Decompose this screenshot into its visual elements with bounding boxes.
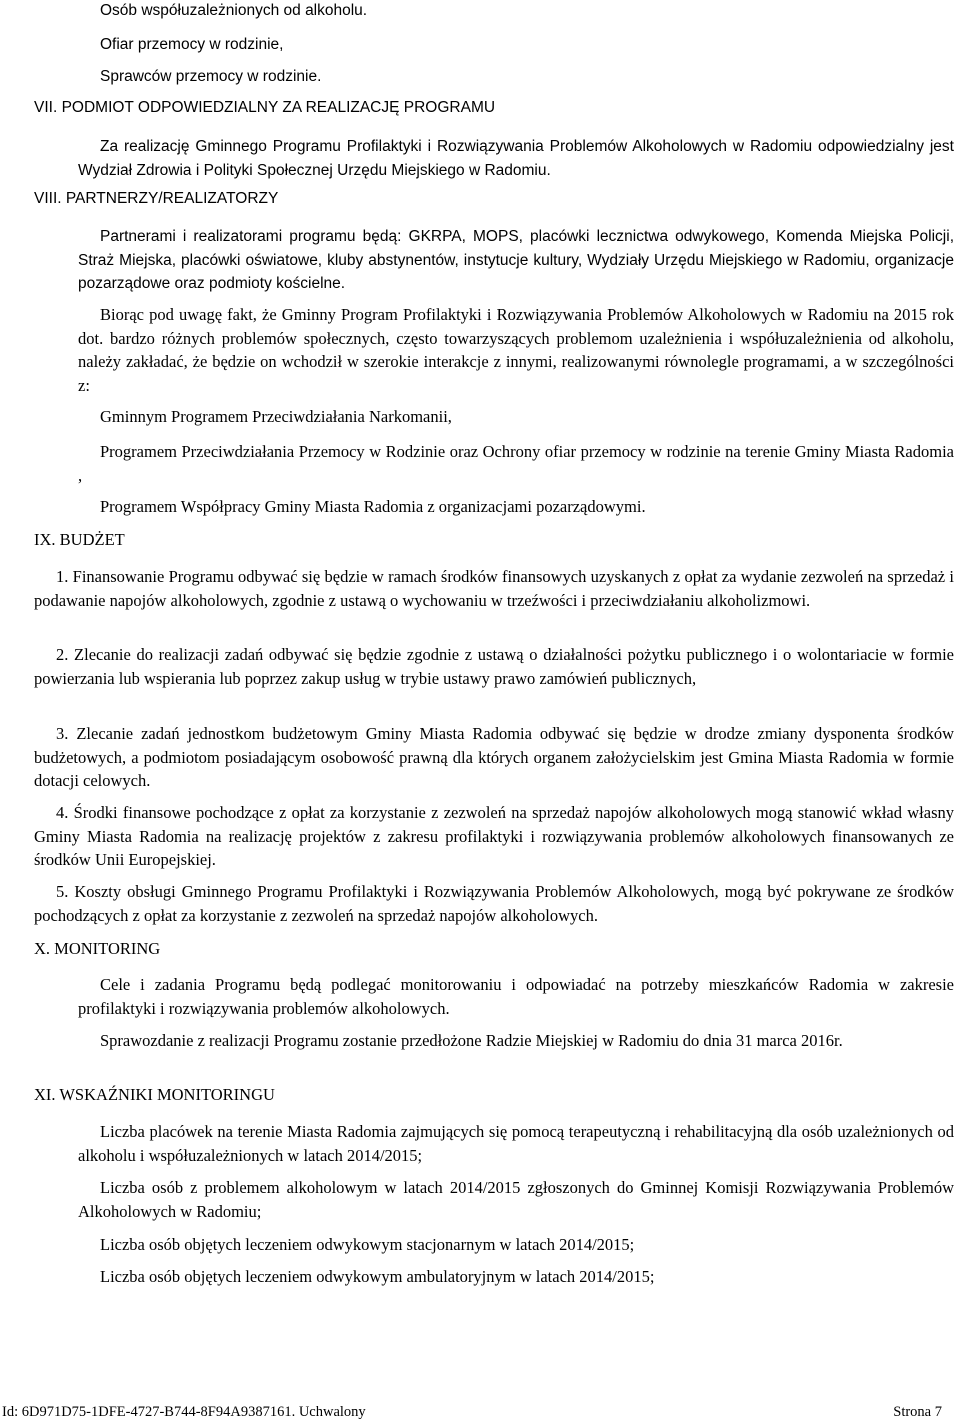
list-item: Gminnym Programem Przeciwdziałania Narkomanii, [100, 407, 452, 426]
section-heading: XI. WSKAŹNIKI MONITORINGU [34, 1085, 275, 1104]
section-heading: X. MONITORING [34, 939, 161, 958]
paragraph: 2. Zlecanie do realizacji zadań odbywać się będzie zgodnie z ustawą o działalności pożytku publicznego i o wolontariacie w formie powierzania lub wspierania lub poprzez zakup usług w trybie ustawy prawo zamówień publicznych, [34, 645, 954, 688]
list-item: Liczba osób z problemem alkoholowym w latach 2014/2015 zgłoszonych do Gminnej Komisji Rozwiązywania Problemów Alkoholowych w Radomiu; [78, 1178, 954, 1221]
list-item: Sprawców przemocy w rodzinie. [100, 68, 322, 85]
paragraph: 4. Środki finansowe pochodzące z opłat za korzystanie z zezwoleń na sprzedaż napojów alkoholowych mogą stanowić wkład własny Gminy Miasta Radomia na realizację projektów z zakresu profilaktyki i rozwiązywania problemów alkoholowych finansowanych ze środków Unii Europejskiej. [34, 803, 954, 869]
list-item: Programem Przeciwdziałania Przemocy w Rodzinie oraz Ochrony ofiar przemocy w rodzinie na terenie Gminy Miasta Radomia , [78, 442, 954, 485]
paragraph: Cele i zadania Programu będą podlegać monitorowaniu i odpowiadać na potrzeby mieszkańców Radomia w zakresie profilaktyki i rozwiązywania problemów alkoholowych. [78, 975, 954, 1018]
list-item: Liczba placówek na terenie Miasta Radomia zajmujących się pomocą terapeutyczną i rehabilitacyjną dla osób uzależnionych od alkoholu i współuzależnionych w latach 2014/2015; [78, 1122, 954, 1165]
list-item: Liczba osób objętych leczeniem odwykowym ambulatoryjnym w latach 2014/2015; [100, 1267, 655, 1286]
paragraph: Sprawozdanie z realizacji Programu zostanie przedłożone Radzie Miejskiej w Radomiu do dnia 31 marca 2016r. [100, 1031, 843, 1050]
paragraph: 3. Zlecanie zadań jednostkom budżetowym Gminy Miasta Radomia odbywać się będzie w drodze zmiany dysponenta środków budżetowych, a podmiotom posiadającym osobowość prawną dla których organem założycielskim jest Gmina Miasta Radomia w formie dotacji celowych. [34, 724, 954, 790]
paragraph: Biorąc pod uwagę fakt, że Gminny Program Profilaktyki i Rozwiązywania Problemów Alkoholowych w Radomiu na 2015 rok dot. bardzo różnych problemów społecznych, często towarzyszących problemom uzależnienia i współuzależnienia od alkoholu, należy zakładać, że będzie on wchodził w szerokie interakcje z innymi, realizowanymi równolegle programami, a w szczególności z: [78, 305, 954, 395]
footer-page-number: Strona 7 [893, 1404, 942, 1420]
paragraph: Za realizację Gminnego Programu Profilaktyki i Rozwiązywania Problemów Alkoholowych w Radomiu odpowiedzialny jest Wydział Zdrowia i Polityki Społecznej Urzędu Miejskiego w Radomiu. [78, 138, 954, 179]
paragraph: 1. Finansowanie Programu odbywać się będzie w ramach środków finansowych uzyskanych z opłat za wydanie zezwoleń na sprzedaż i podawanie napojów alkoholowych, zgodnie z ustawą o wychowaniu w trzeźwości i przeciwdziałaniu alkoholizmowi. [34, 567, 954, 610]
list-item: Ofiar przemocy w rodzinie, [100, 36, 284, 53]
list-item: Liczba osób objętych leczeniem odwykowym stacjonarnym w latach 2014/2015; [100, 1235, 635, 1254]
section-heading: VIII. PARTNERZY/REALIZATORZY [34, 190, 279, 207]
paragraph: Partnerami i realizatorami programu będą: GKRPA, MOPS, placówki lecznictwa odwykowego, Komenda Miejska Policji, Straż Miejska, placówki oświatowe, kluby abstynentów, instytucje kultury, Wydziały Urzędu Miejskiego w Radomiu, organizacje pozarządowe oraz podmioty kościelne. [78, 228, 954, 292]
section-heading: IX. BUDŻET [34, 530, 125, 549]
list-item: Osób współuzależnionych od alkoholu. [100, 2, 368, 19]
list-item: Programem Współpracy Gminy Miasta Radomia z organizacjami pozarządowymi. [100, 497, 646, 516]
paragraph: 5. Koszty obsługi Gminnego Programu Profilaktyki i Rozwiązywania Problemów Alkoholowych, mogą być pokrywane ze środków pochodzących z opłat za korzystanie z zezwoleń na sprzedaż napojów alkoholowych. [34, 882, 954, 925]
section-heading: VII. PODMIOT ODPOWIEDZIALNY ZA REALIZACJĘ PROGRAMU [34, 99, 496, 116]
footer-document-id: Id: 6D971D75-1DFE-4727-B744-8F94A9387161. Uchwalony [2, 1404, 366, 1420]
